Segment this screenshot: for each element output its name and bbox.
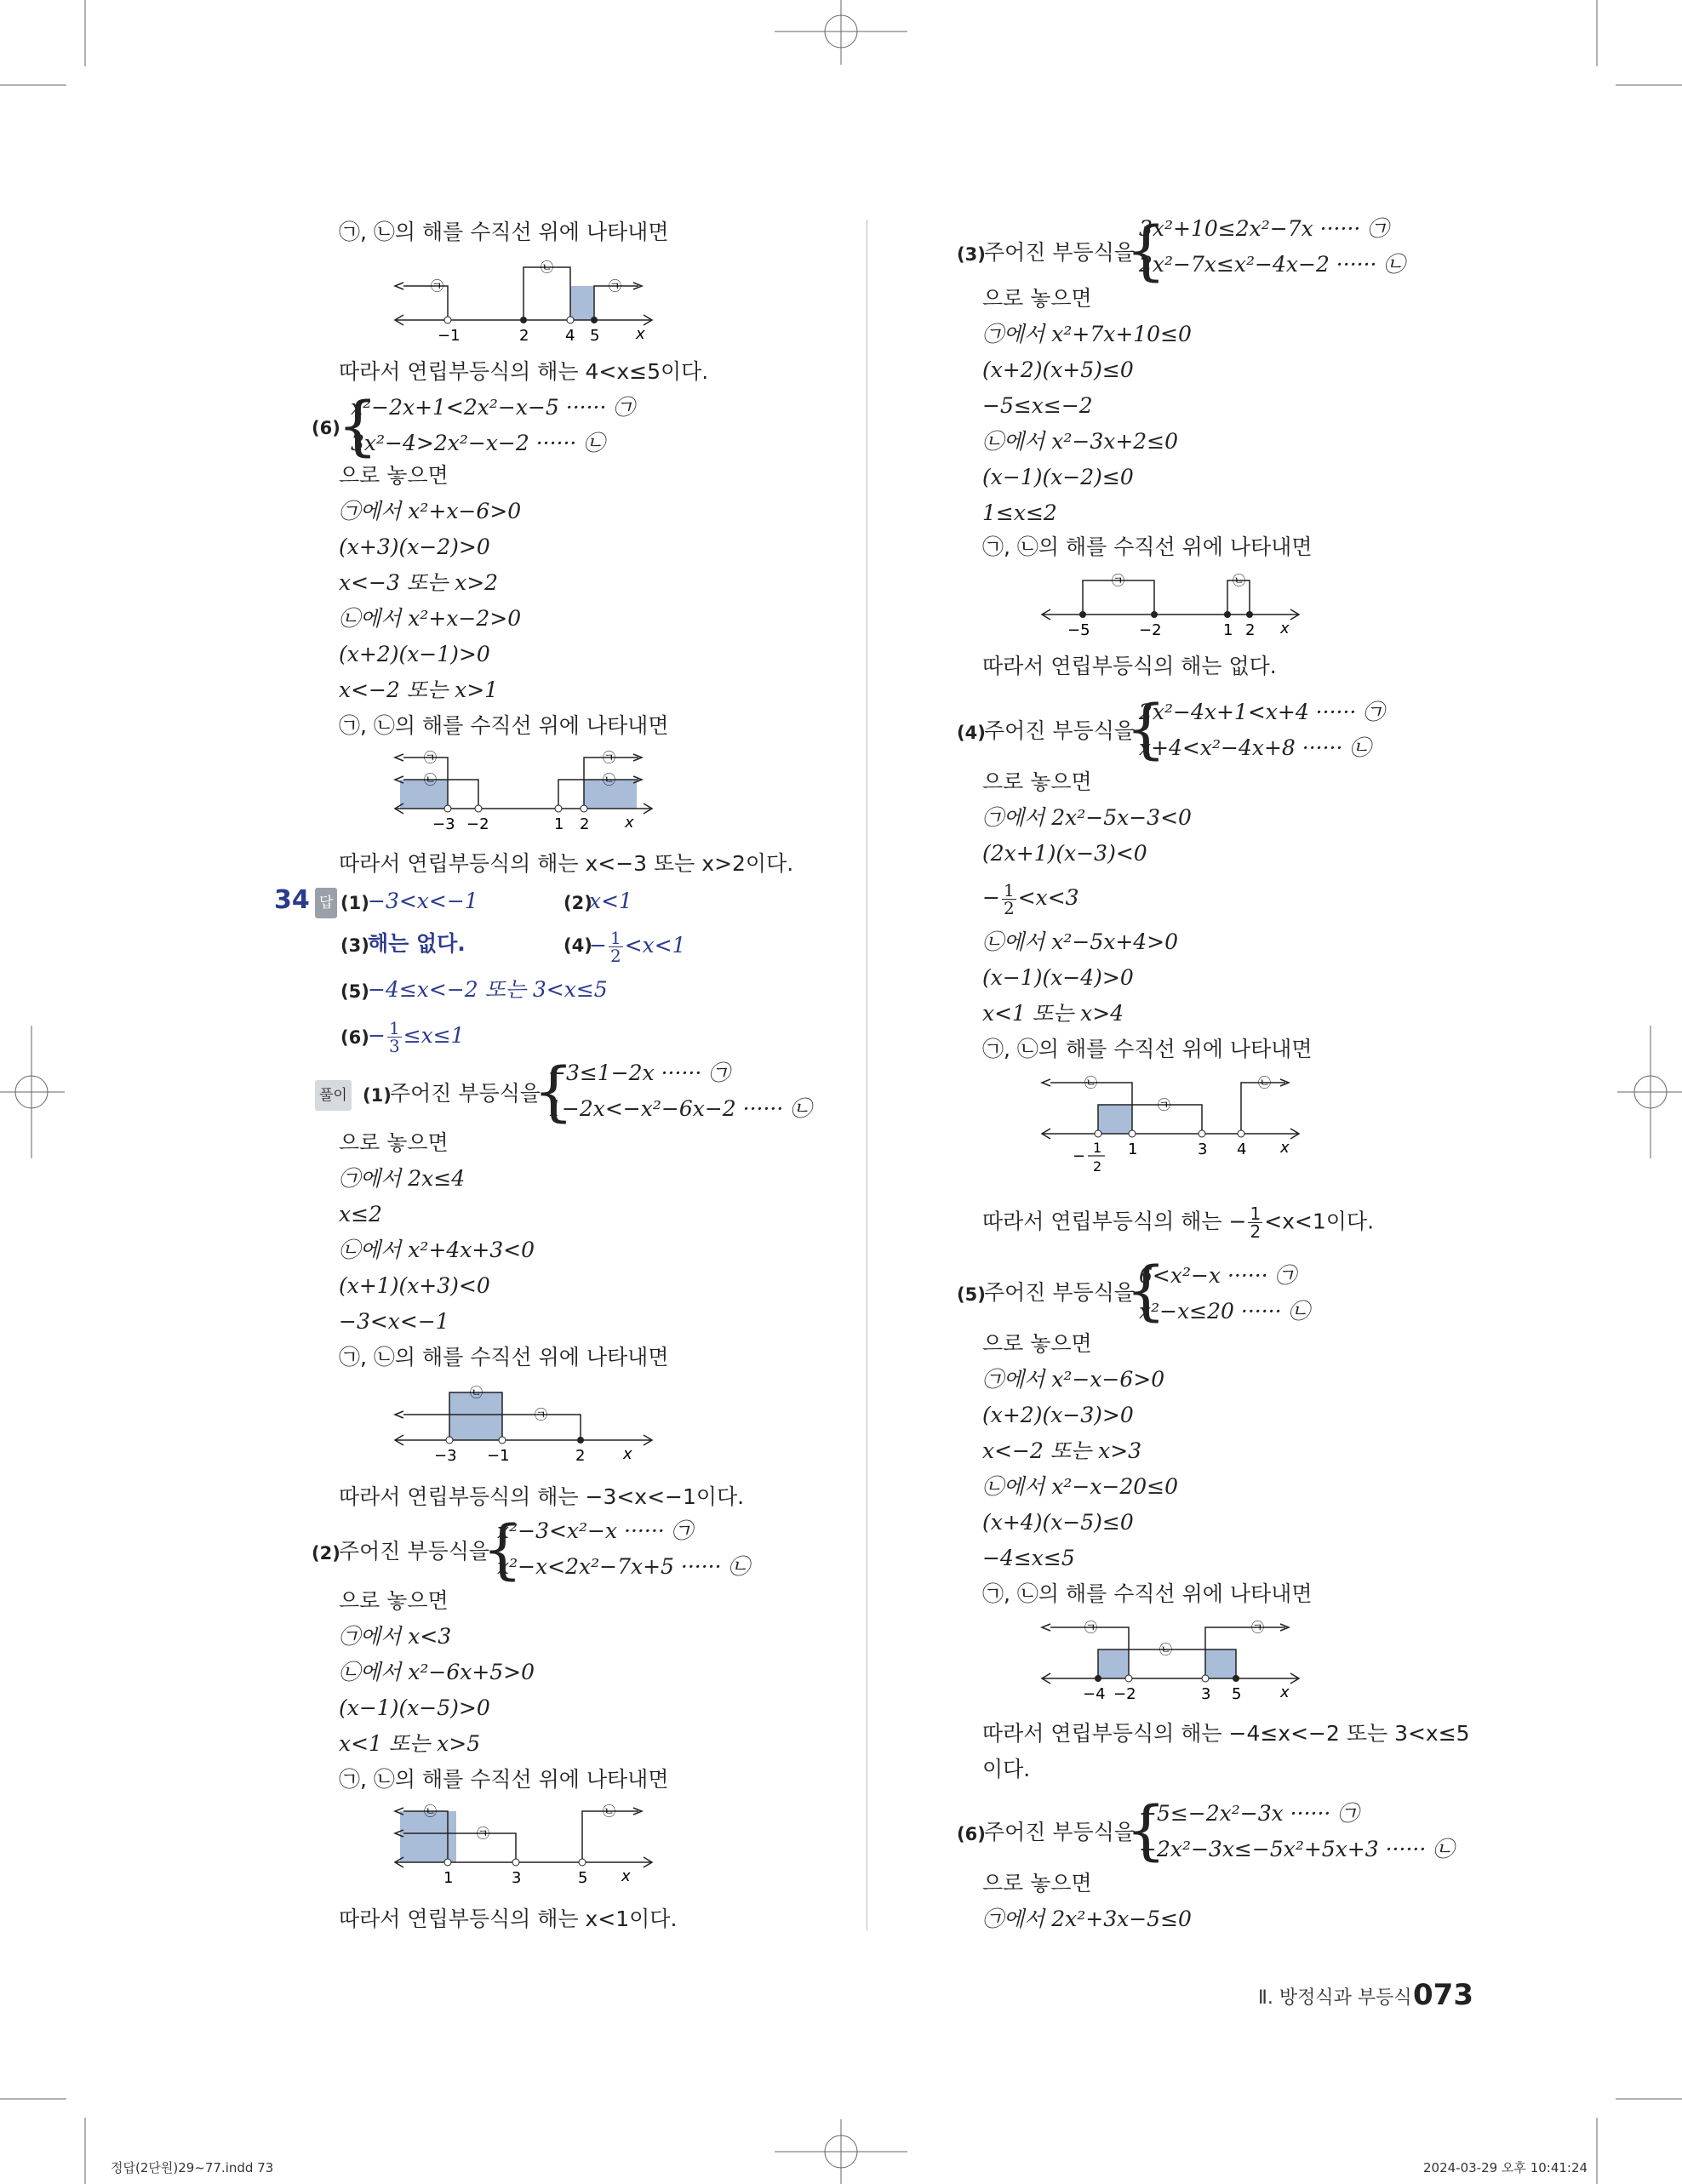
text-line: 주어진 부등식을 xyxy=(984,240,1135,265)
circled-label: ㉠ xyxy=(1112,573,1125,588)
number-line-5 xyxy=(1038,567,1311,660)
math-line: x≤2 xyxy=(339,1202,382,1226)
math-line: x<−2 또는 x>3 xyxy=(982,1438,1142,1463)
math-line: (x−1)(x−5)>0 xyxy=(339,1695,490,1720)
tick-label: 1 xyxy=(554,815,564,833)
circled-label: ㉠ xyxy=(1158,1097,1171,1112)
answer-value: −4≤x<−2 또는 3<x≤5 xyxy=(368,977,608,1002)
text-line: ㉠, ㉡의 해를 수직선 위에 나타내면 xyxy=(339,220,669,244)
chapter-title: Ⅱ. 방정식과 부등식 xyxy=(1258,1987,1412,2009)
circled-label: ㉡ xyxy=(603,772,616,787)
text-line: 따라서 연립부등식의 해는 x<1이다. xyxy=(339,1907,678,1931)
text-line: ㉠, ㉡의 해를 수직선 위에 나타내면 xyxy=(982,1037,1313,1061)
text-line: 따라서 연립부등식의 해는 없다. xyxy=(982,654,1277,678)
tick-label: 5 xyxy=(578,1869,588,1887)
math-line: −5≤x≤−2 xyxy=(982,393,1093,418)
text-line: 주어진 부등식을 xyxy=(339,1539,489,1564)
answer-label: (1) xyxy=(340,893,369,913)
circled-label: ㉠ xyxy=(609,278,622,294)
text-line: 으로 놓으면 xyxy=(339,1588,449,1613)
tick-label: 2 xyxy=(575,1447,586,1465)
text-line: 따라서 연립부등식의 해는 4<x≤5이다. xyxy=(339,359,709,384)
math-line: x<1 또는 x>5 xyxy=(339,1731,481,1756)
math-line: (x−1)(x−2)≤0 xyxy=(982,465,1134,489)
brace: { xyxy=(1125,212,1167,288)
circled-label: ㉡ xyxy=(1233,573,1246,588)
circled-label: ㉡ xyxy=(603,1804,616,1819)
text-line: 따라서 연립부등식의 해는 −4≤x<−2 또는 3<x≤5 xyxy=(982,1721,1470,1746)
math-line: (2x+1)(x−3)<0 xyxy=(982,841,1147,866)
tick-label: −1 xyxy=(487,1447,510,1465)
tick-label: 3 xyxy=(512,1869,522,1887)
equation-line: 3x²−4>2x²−x−2 ······ ㉡ xyxy=(351,431,605,455)
equation-line: x²−x≤20 ······ ㉡ xyxy=(1139,1299,1310,1324)
equation-line: x²−2x+1<2x²−x−5 ······ ㉠ xyxy=(351,395,635,420)
math-line: − $\frac{1}{2}$ <x<3 xyxy=(982,880,1079,918)
number-line-2 xyxy=(392,746,664,839)
tick-label: 4 xyxy=(1237,1141,1247,1158)
equation-line: x²−3<x²−x ······ ㉠ xyxy=(497,1518,693,1543)
equation-line: 3x²+10≤2x²−7x ······ ㉠ xyxy=(1139,216,1389,241)
math-line: ㉠에서 2x≤4 xyxy=(339,1166,466,1191)
answer-value: − $\frac{1}{3}$ ≤x≤1 xyxy=(368,1018,465,1056)
answer-label: (6) xyxy=(340,1027,369,1048)
answer-value: x<1 xyxy=(589,889,632,913)
math-line: ㉠에서 2x²−5x−3<0 xyxy=(982,805,1192,830)
circled-label: ㉡ xyxy=(424,1804,438,1819)
math-line: ㉡에서 x²−6x+5>0 xyxy=(339,1660,535,1684)
equation-line: −5≤−2x²−3x ······ ㉠ xyxy=(1139,1801,1359,1826)
circled-label: ㉠ xyxy=(1084,1620,1098,1635)
circled-label: ㉠ xyxy=(424,750,438,765)
text-line: ㉠, ㉡의 해를 수직선 위에 나타내면 xyxy=(339,713,669,738)
axis-label: x xyxy=(623,1445,632,1463)
answer-value: 해는 없다. xyxy=(368,931,466,956)
tick-label: 3 xyxy=(1201,1685,1211,1703)
text-line: 으로 놓으면 xyxy=(982,286,1092,311)
axis-label: x xyxy=(636,325,645,343)
tick-label: 1 xyxy=(443,1869,454,1887)
tick-label: −1 xyxy=(438,327,461,345)
text-line: ㉠, ㉡의 해를 수직선 위에 나타내면 xyxy=(339,1345,669,1369)
problem-label: (2) xyxy=(312,1543,340,1564)
tick-label: 5 xyxy=(1232,1685,1242,1703)
text-line: 주어진 부등식을 xyxy=(984,718,1135,743)
answer-label: (3) xyxy=(340,935,369,956)
math-line: x<1 또는 x>4 xyxy=(982,1001,1124,1026)
tick-label: 2 xyxy=(519,327,529,345)
problem-label: (3) xyxy=(957,244,986,265)
tick-label: − xyxy=(1073,1147,1086,1165)
brace: { xyxy=(482,1511,523,1587)
tick-label: 4 xyxy=(565,327,575,345)
circled-label: ㉠ xyxy=(1251,1620,1265,1635)
math-line: (x+1)(x+3)<0 xyxy=(339,1273,490,1298)
math-line: (x+4)(x−5)≤0 xyxy=(982,1510,1134,1535)
brace: { xyxy=(533,1053,575,1129)
answer-value: −3<x<−1 xyxy=(368,889,478,913)
brace: { xyxy=(1125,1792,1167,1867)
tick-label: −5 xyxy=(1067,621,1090,639)
problem-label: (6) xyxy=(957,1824,986,1844)
tick-label: 3 xyxy=(1198,1141,1208,1158)
circled-label: ㉡ xyxy=(424,772,438,787)
equation-line: −2x²−3x≤−5x²+5x+3 ······ ㉡ xyxy=(1139,1837,1455,1861)
equation-line: −3≤1−2x ······ ㉠ xyxy=(548,1061,730,1085)
text-line: 따라서 연립부등식의 해는 x<−3 또는 x>2이다. xyxy=(339,851,794,876)
text-line: ㉠, ㉡의 해를 수직선 위에 나타내면 xyxy=(339,1767,669,1792)
text-line: 주어진 부등식을 xyxy=(390,1081,541,1106)
tick-label: −3 xyxy=(432,815,455,833)
math-line: ㉡에서 x²−3x+2≤0 xyxy=(982,429,1179,454)
problem-label: (5) xyxy=(957,1284,986,1305)
tick-label: 1 xyxy=(1128,1141,1138,1158)
tick-label: −4 xyxy=(1083,1685,1106,1703)
text-line: 으로 놓으면 xyxy=(339,463,449,488)
circled-label: ㉡ xyxy=(1159,1642,1173,1657)
axis-label: x xyxy=(1280,620,1290,637)
tick-label: −3 xyxy=(434,1447,457,1465)
answer-label: (5) xyxy=(340,981,369,1002)
answer-label: (4) xyxy=(564,935,592,956)
math-line: ㉠에서 2x²+3x−5≤0 xyxy=(982,1907,1192,1931)
axis-label: x xyxy=(1280,1139,1290,1157)
text-line: 으로 놓으면 xyxy=(339,1130,449,1155)
axis-label: x xyxy=(1280,1684,1290,1701)
math-line: (x−1)(x−4)>0 xyxy=(982,965,1134,990)
math-line: ㉡에서 x²+4x+3<0 xyxy=(339,1238,535,1262)
text-line: 주어진 부등식을 xyxy=(984,1280,1135,1305)
text-line: 따라서 연립부등식의 해는 − $\frac{1}{2}$ <x<1이다. xyxy=(982,1203,1375,1242)
number-line-7 xyxy=(1038,1614,1311,1707)
math-line: x<−3 또는 x>2 xyxy=(339,570,499,595)
footer-timestamp: 2024-03-29 오후 10:41:24 xyxy=(1423,2160,1588,2175)
tick-label: 5 xyxy=(590,327,600,345)
answer-label: (2) xyxy=(564,893,592,913)
answer-value: − $\frac{1}{2}$ <x<1 xyxy=(589,928,686,966)
tick-label: 1 xyxy=(1093,1140,1102,1156)
equation-line: 6<x²−x ······ ㉠ xyxy=(1139,1263,1296,1288)
tick-label: 2 xyxy=(580,815,590,833)
axis-label: x xyxy=(625,814,634,832)
math-line: ㉠에서 x²+x−6>0 xyxy=(339,499,522,523)
math-line: (x+2)(x+5)≤0 xyxy=(982,357,1134,382)
circled-label: ㉡ xyxy=(541,260,554,275)
number-line-4 xyxy=(392,1799,664,1893)
page-number: 073 xyxy=(1413,1978,1473,2012)
tick-label: −2 xyxy=(1139,621,1162,639)
equation-line: 1−2x<−x²−6x−2 ······ ㉡ xyxy=(548,1096,812,1121)
math-line: (x+2)(x−3)>0 xyxy=(982,1403,1134,1427)
math-line: ㉡에서 x²−5x+4>0 xyxy=(982,929,1179,954)
problem-label: (4) xyxy=(957,723,986,743)
math-line: 1≤x≤2 xyxy=(982,500,1057,525)
circled-label: ㉡ xyxy=(470,1385,483,1400)
math-line: x<−2 또는 x>1 xyxy=(339,677,499,702)
equation-line: 2x²−7x≤x²−4x−2 ······ ㉡ xyxy=(1139,252,1405,277)
brace: { xyxy=(337,387,379,463)
math-line: ㉠에서 x<3 xyxy=(339,1624,452,1649)
equation-line: x+4<x²−4x+8 ······ ㉡ xyxy=(1139,735,1371,760)
solution-tag: 풀이 xyxy=(315,1079,352,1111)
text-line: 으로 놓으면 xyxy=(982,1871,1092,1895)
problem-label: (1) xyxy=(363,1085,392,1106)
answer-tag: 답 xyxy=(315,887,337,918)
math-line: −3<x<−1 xyxy=(339,1309,449,1334)
circled-label: ㉡ xyxy=(1258,1075,1272,1090)
math-line: (x+3)(x−2)>0 xyxy=(339,535,490,559)
circled-label: ㉠ xyxy=(603,750,616,765)
question-number: 34 xyxy=(274,885,310,915)
tick-label: 2 xyxy=(1093,1158,1102,1175)
tick-label: −2 xyxy=(1113,1685,1136,1703)
tick-label: 2 xyxy=(1245,621,1256,639)
tick-label: 1 xyxy=(1223,621,1233,639)
text-line: 주어진 부등식을 xyxy=(984,1820,1135,1844)
math-line: ㉠에서 x²+7x+10≤0 xyxy=(982,322,1192,346)
math-line: ㉠에서 x²−x−6>0 xyxy=(982,1367,1165,1392)
text-line: 이다. xyxy=(982,1757,1031,1781)
text-line: 따라서 연립부등식의 해는 −3<x<−1이다. xyxy=(339,1484,745,1509)
number-line-6 xyxy=(1038,1069,1311,1180)
text-line: ㉠, ㉡의 해를 수직선 위에 나타내면 xyxy=(982,535,1313,559)
number-line-1 xyxy=(392,255,664,349)
brace: { xyxy=(1125,690,1167,766)
math-line: ㉡에서 x²+x−2>0 xyxy=(339,606,522,631)
number-line-3 xyxy=(392,1377,664,1471)
circled-label: ㉠ xyxy=(535,1407,548,1422)
math-line: ㉡에서 x²−x−20≤0 xyxy=(982,1474,1179,1499)
text-line: 으로 놓으면 xyxy=(982,1331,1092,1356)
math-line: −4≤x≤5 xyxy=(982,1546,1075,1570)
text-line: 으로 놓으면 xyxy=(982,769,1092,794)
circled-label: ㉠ xyxy=(477,1826,490,1841)
circled-label: ㉡ xyxy=(1084,1075,1098,1090)
math-line: (x+2)(x−1)>0 xyxy=(339,642,490,666)
problem-label: (6) xyxy=(312,418,340,438)
equation-line: x²−x<2x²−7x+5 ······ ㉡ xyxy=(497,1554,750,1579)
axis-label: x xyxy=(621,1867,631,1885)
text-line: ㉠, ㉡의 해를 수직선 위에 나타내면 xyxy=(982,1581,1313,1606)
brace: { xyxy=(1125,1252,1167,1328)
footer-filename: 정답(2단원)29~77.indd 73 xyxy=(111,2160,274,2175)
tick-label: −2 xyxy=(466,815,489,833)
circled-label: ㉠ xyxy=(431,278,444,294)
equation-line: 2x²−4x+1<x+4 ······ ㉠ xyxy=(1139,700,1385,724)
